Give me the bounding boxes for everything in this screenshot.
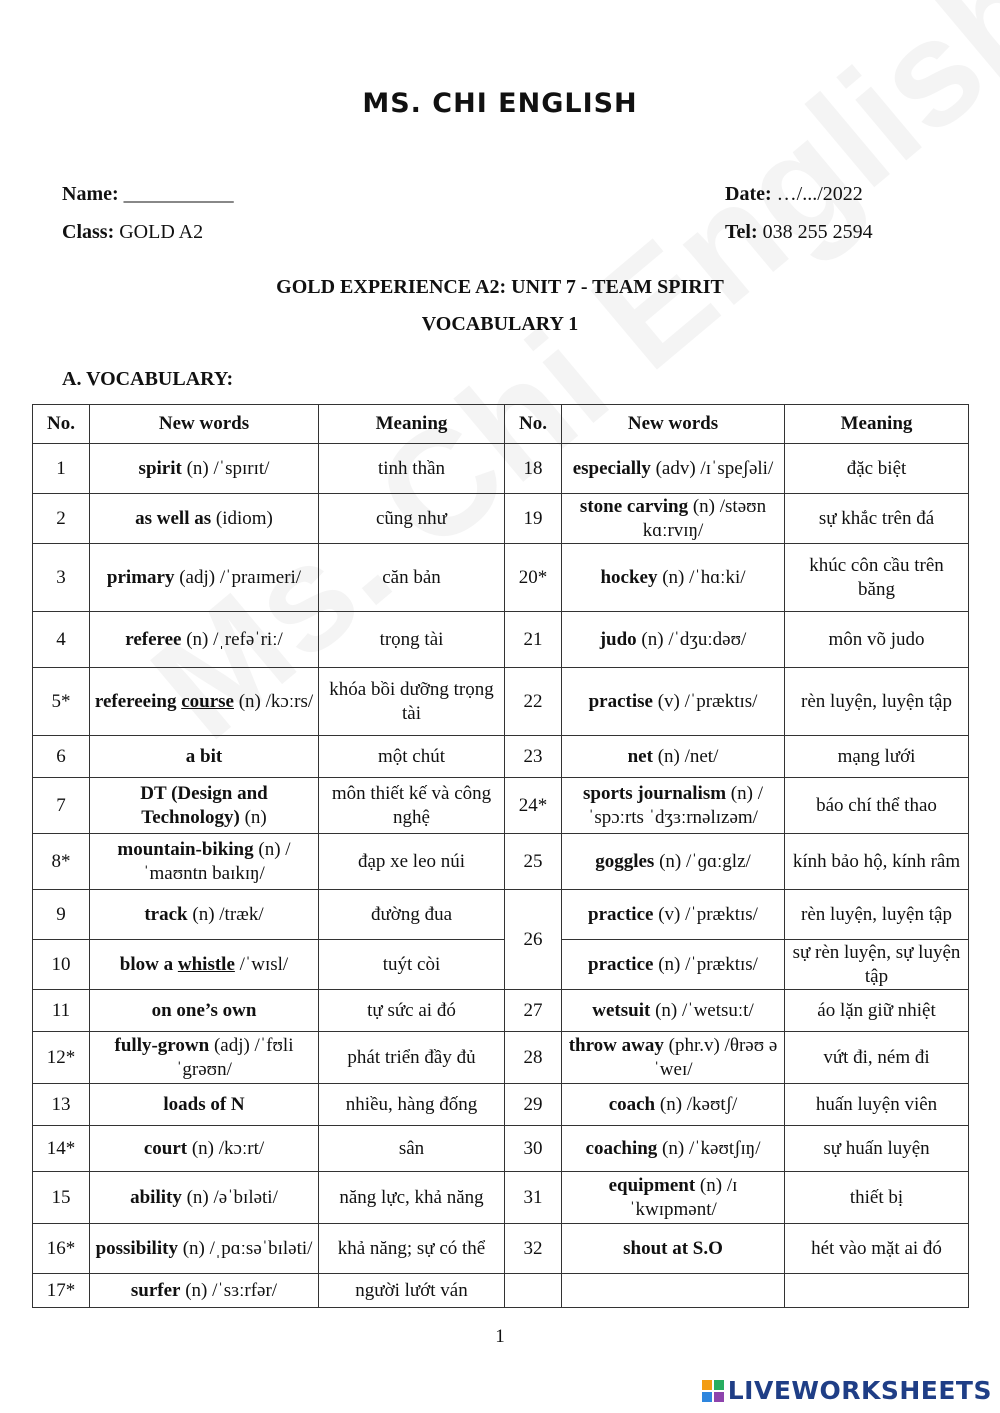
word-type-and-ipa: (n) /ˈɡɑːglz/ [654,850,751,872]
word-term: practise [588,690,653,712]
word-term: shout at S.O [623,1237,723,1259]
right-no-cell: 20* [505,544,562,612]
left-meaning-cell: đạp xe leo núi [319,834,505,890]
word-type-and-ipa: (n) /ˈpræktɪs/ [653,953,758,975]
left-word-cell [90,1172,319,1224]
word-type-and-ipa: (n) /ɪˈkwɪpmənt/ [629,1174,738,1220]
word-type-and-ipa: (n) /ˈwetsuːt/ [650,999,754,1021]
page-number: 1 [495,1326,505,1347]
liveworksheets-icon [702,1380,724,1402]
word-term: track [144,903,188,925]
word-type-and-ipa: (adj) /ˈpraɪmeri/ [174,566,302,588]
left-meaning-cell: tinh thần [319,444,505,494]
right-no-cell [505,1274,562,1308]
header-new-words-right: New words [562,405,785,444]
word-type-and-ipa: (idiom) [211,507,273,529]
right-meaning-cell: hét vào mặt ai đó [785,1224,969,1274]
word-type-and-ipa: (n) /ˌpɑːsəˈbɪləti/ [177,1237,313,1259]
right-meaning-cell: rèn luyện, luyện tập [785,668,969,736]
left-no-cell: 6 [33,736,90,778]
word-type-and-ipa: (n) /ˈkəʊtʃɪŋ/ [657,1137,761,1159]
table-row [33,990,969,1032]
right-meaning-cell: sự khắc trên đá [785,494,969,544]
right-meaning-cell: rèn luyện, luyện tập [785,890,969,940]
left-no-cell: 11 [33,990,90,1032]
left-meaning-cell: khóa bồi dưỡng trọng tài [319,668,505,736]
table-row [33,612,969,668]
right-word-cell [562,778,785,834]
right-no-cell: 18 [505,444,562,494]
left-no-cell: 17* [33,1274,90,1308]
header-new-words-left: New words [90,405,319,444]
word-type-and-ipa: (n) /stəʊn kɑːrvɪŋ/ [642,495,767,541]
word-type-and-ipa: (n) /əˈbɪləti/ [181,1186,278,1208]
table-row [33,1224,969,1274]
table-row [33,1274,969,1308]
vocabulary-table [32,404,969,1308]
word-term: loads of N [163,1093,245,1115]
right-meaning-cell: mạng lưới [785,736,969,778]
left-meaning-cell: trọng tài [319,612,505,668]
right-no-cell: 31 [505,1172,562,1224]
left-no-cell: 5* [33,668,90,736]
right-word-cell [562,1172,785,1224]
word-term: equipment [608,1174,696,1196]
left-word-cell [90,1126,319,1172]
left-word-cell [90,940,319,990]
left-word-cell [90,1032,319,1084]
word-term: court [143,1137,188,1159]
word-term: hockey [600,566,658,588]
word-term: as well as [135,507,212,529]
left-meaning-cell: nhiều, hàng đống [319,1084,505,1126]
tel-value: 038 255 2594 [762,221,873,243]
word-term: net [627,745,653,767]
left-meaning-cell: khả năng; sự có thể [319,1224,505,1274]
class-field [62,221,203,244]
left-no-cell: 15 [33,1172,90,1224]
word-term: DT (Design and Technology) [140,782,268,828]
right-meaning-cell: khúc côn cầu trên băng [785,544,969,612]
right-meaning-cell: thiết bị [785,1172,969,1224]
word-type-and-ipa: (n) /ˈspɪrɪt/ [181,457,270,479]
word-type-and-ipa: (adj) /ˈfʊliˈgrəʊn/ [176,1034,294,1080]
left-no-cell: 2 [33,494,90,544]
liveworksheets-logo [702,1376,992,1405]
right-no-cell: 32 [505,1224,562,1274]
unit-title: GOLD EXPERIENCE A2: UNIT 7 - TEAM SPIRIT [276,276,724,298]
left-meaning-cell: sân [319,1126,505,1172]
word-type-and-ipa: (adv) /ɪˈspeʃəli/ [650,457,774,479]
left-word-cell [90,834,319,890]
right-word-cell [562,990,785,1032]
right-no-cell: 27 [505,990,562,1032]
left-no-cell: 7 [33,778,90,834]
header-no-left: No. [33,405,90,444]
table-row [33,778,969,834]
word-term: coach [608,1093,656,1115]
right-no-cell-merged: 26 [505,890,562,990]
right-no-cell: 25 [505,834,562,890]
date-field [725,183,863,206]
right-no-cell: 21 [505,612,562,668]
right-meaning-cell: kính bảo hộ, kính râm [785,834,969,890]
word-type-and-ipa: (n) /net/ [652,745,719,767]
left-meaning-cell: tự sức ai đó [319,990,505,1032]
word-term: primary [106,566,175,588]
table-row [33,494,969,544]
right-word-cell [562,612,785,668]
right-no-cell: 24* [505,778,562,834]
right-no-cell: 29 [505,1084,562,1126]
left-no-cell: 16* [33,1224,90,1274]
right-meaning-cell: môn võ judo [785,612,969,668]
vocabulary-table-body [33,444,969,1308]
word-term: judo [599,628,637,650]
right-no-cell: 30 [505,1126,562,1172]
header-meaning-left: Meaning [319,405,505,444]
table-row [33,890,969,940]
vocabulary-subtitle: VOCABULARY 1 [421,313,579,335]
right-word-cell [562,736,785,778]
liveworksheets-text: LIVEWORKSHEETS [727,1376,992,1405]
left-word-cell [90,444,319,494]
tel-label: Tel: [725,221,758,243]
word-term: on one’s own [151,999,257,1021]
right-meaning-cell: sự huấn luyện [785,1126,969,1172]
left-no-cell: 8* [33,834,90,890]
left-no-cell: 13 [33,1084,90,1126]
right-word-cell [562,444,785,494]
word-term: fully-grown [114,1034,210,1056]
right-meaning-cell: báo chí thể thao [785,778,969,834]
left-meaning-cell: cũng như [319,494,505,544]
table-row [33,544,969,612]
table-row [33,1172,969,1224]
word-term: coaching [585,1137,658,1159]
date-label: Date: [725,183,772,205]
right-meaning-cell: áo lặn giữ nhiệt [785,990,969,1032]
left-word-cell [90,736,319,778]
right-meaning-cell: sự rèn luyện, sự luyện tập [785,940,969,990]
left-word-cell [90,1274,319,1308]
left-word-cell [90,778,319,834]
right-word-cell [562,668,785,736]
right-word-cell [562,890,785,940]
right-no-cell: 23 [505,736,562,778]
word-type-and-ipa: (n) /ˈmaʊntn baɪkɪŋ/ [143,838,291,884]
right-word-cell [562,940,785,990]
word-term: a bit [185,745,223,767]
right-no-cell: 28 [505,1032,562,1084]
word-term: throw away [568,1034,664,1056]
word-type-and-ipa: (n) /kɔːrs/ [233,690,314,712]
word-term: practice [588,953,654,975]
left-no-cell: 1 [33,444,90,494]
right-meaning-cell: vứt đi, ném đi [785,1032,969,1084]
word-term: especially [572,457,651,479]
left-word-cell [90,612,319,668]
tel-field [725,221,873,244]
right-word-cell [562,834,785,890]
right-word-cell [562,494,785,544]
left-no-cell: 10 [33,940,90,990]
left-no-cell: 12* [33,1032,90,1084]
left-no-cell: 3 [33,544,90,612]
right-word-cell [562,1032,785,1084]
table-row [33,668,969,736]
word-type-and-ipa: (n) /ˌrefəˈriː/ [181,628,283,650]
left-word-cell [90,1084,319,1126]
word-term: surfer [130,1279,181,1301]
left-meaning-cell: đường đua [319,890,505,940]
word-term: sports journalism [583,782,727,804]
word-term: practice [588,903,654,925]
right-word-cell [562,1224,785,1274]
word-type-and-ipa: (n) /ˈhɑːki/ [657,566,746,588]
date-value: …/.../2022 [776,183,863,205]
left-no-cell: 4 [33,612,90,668]
table-row [33,1032,969,1084]
table-row [33,1084,969,1126]
word-term: spirit [138,457,182,479]
word-type-and-ipa: (n) [239,806,267,828]
left-word-cell [90,1224,319,1274]
left-meaning-cell: phát triển đầy đủ [319,1032,505,1084]
right-meaning-cell: huấn luyện viên [785,1084,969,1126]
table-header-row [33,405,969,444]
right-word-cell [562,1084,785,1126]
section-label: A. VOCABULARY: [62,368,234,390]
left-word-cell [90,544,319,612]
left-word-cell [90,890,319,940]
word-type-and-ipa: /ˈwɪsl/ [234,953,289,975]
word-type-and-ipa: (n) /kəʊtʃ/ [655,1093,738,1115]
word-term: goggles [595,850,655,872]
class-label: Class: [62,221,115,243]
right-meaning-cell [785,1274,969,1308]
word-term: blow a [119,953,174,975]
word-term: wetsuit [592,999,651,1021]
header-no-right: No. [505,405,562,444]
left-meaning-cell: một chút [319,736,505,778]
name-value: ___________ [123,183,234,205]
left-meaning-cell: môn thiết kế và công nghệ [319,778,505,834]
left-word-cell [90,494,319,544]
left-meaning-cell: năng lực, khả năng [319,1172,505,1224]
word-type-and-ipa: (phr.v) /θrəʊ əˈweɪ/ [653,1034,778,1080]
name-label: Name: [62,183,119,205]
left-no-cell: 9 [33,890,90,940]
word-term: refereeing [94,690,177,712]
right-word-cell [562,1274,785,1308]
word-type-and-ipa: (n) /ˈspɔːrts ˈdʒɜːrnəlɪzəm/ [588,782,763,828]
word-term: possibility [95,1237,178,1259]
table-row [33,940,969,990]
word-type-and-ipa: (n) /træk/ [187,903,264,925]
word-type-and-ipa: (n) /ˈsɜːrfər/ [180,1279,278,1301]
right-meaning-cell: đặc biệt [785,444,969,494]
right-no-cell: 19 [505,494,562,544]
left-no-cell: 14* [33,1126,90,1172]
word-type-and-ipa: (n) /ˈdʒuːdəʊ/ [636,628,747,650]
name-field [62,183,234,206]
word-term: mountain-biking [117,838,254,860]
word-term-underlined: course [181,690,234,712]
word-type-and-ipa: (v) /ˈpræktɪs/ [653,903,758,925]
right-word-cell [562,1126,785,1172]
brand-title: MS. CHI ENGLISH [362,88,638,119]
left-word-cell [90,668,319,736]
word-term: referee [125,628,182,650]
word-type-and-ipa: (v) /ˈpræktɪs/ [652,690,758,712]
left-word-cell [90,990,319,1032]
table-row [33,834,969,890]
word-term: ability [130,1186,182,1208]
word-type-and-ipa: (n) /kɔːrt/ [187,1137,265,1159]
right-word-cell [562,544,785,612]
right-no-cell: 22 [505,668,562,736]
header-meaning-right: Meaning [785,405,969,444]
word-term: stone carving [579,495,689,517]
left-meaning-cell: người lướt ván [319,1274,505,1308]
table-row [33,736,969,778]
word-term-underlined: whistle [177,953,235,975]
left-meaning-cell: căn bản [319,544,505,612]
class-value: GOLD A2 [119,221,204,243]
table-row [33,444,969,494]
left-meaning-cell: tuýt còi [319,940,505,990]
table-row [33,1126,969,1172]
